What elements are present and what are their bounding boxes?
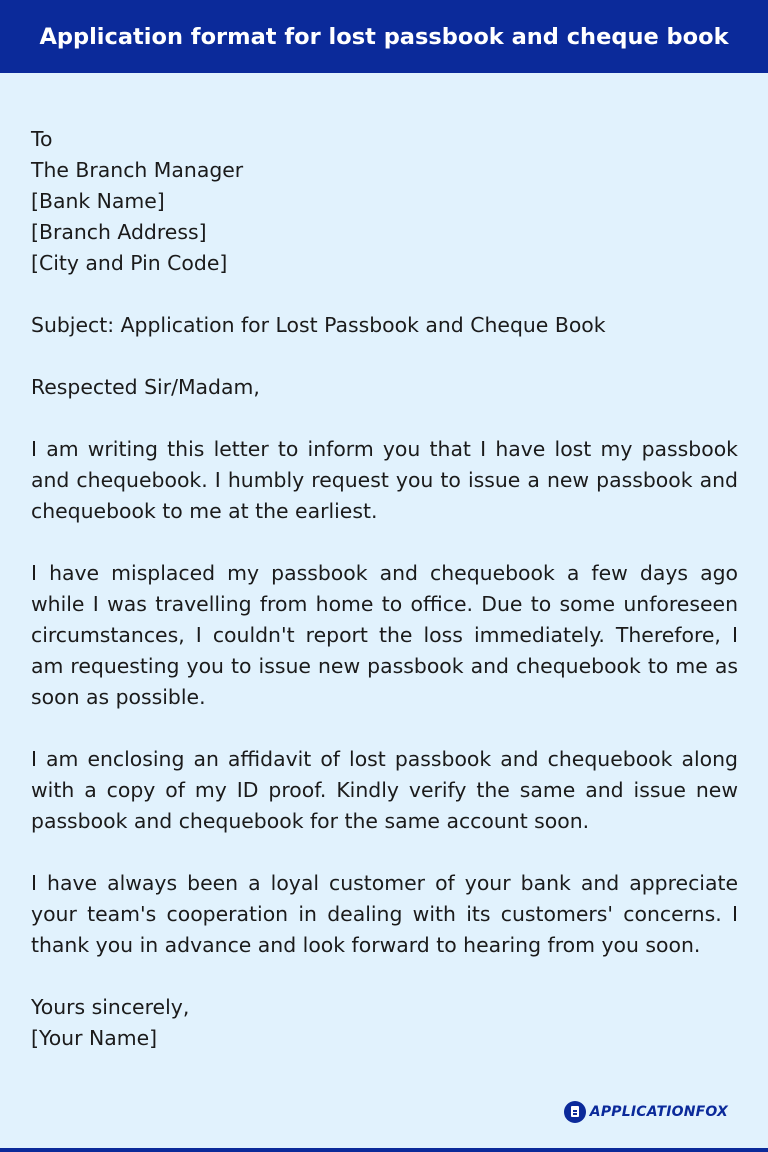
- address-line: [Branch Address]: [31, 220, 207, 244]
- spacer: [31, 713, 738, 744]
- salutation: Respected Sir/Madam,: [31, 375, 260, 399]
- brand-logo: [564, 1101, 728, 1123]
- closing: Yours sincerely,: [31, 995, 190, 1019]
- page-header: [0, 0, 768, 73]
- address-line: The Branch Manager: [31, 158, 244, 182]
- spacer: [31, 279, 738, 310]
- spacer: [31, 961, 738, 992]
- spacer: [31, 341, 738, 372]
- brand-name: APPLICATIONFOX: [589, 1104, 728, 1120]
- address-line: To: [31, 127, 53, 151]
- address-line: [City and Pin Code]: [31, 251, 228, 275]
- recipient-address: [31, 124, 738, 279]
- body-paragraph: I have always been a loyal customer of your bank and appreciate your team's cooperation in dealing with its customers' concerns. I thank you in advance and look forward to hearing from you soon.: [31, 871, 738, 957]
- letter-body: [31, 124, 738, 1054]
- spacer: [31, 403, 738, 434]
- address-line: [Bank Name]: [31, 189, 165, 213]
- page-title: Application format for lost passbook and cheque book: [39, 23, 729, 50]
- footer-border: [0, 1148, 768, 1152]
- body-paragraph: I have misplaced my passbook and chequebook a few days ago while I was travelling from home to office. Due to some unforeseen circumstances, I couldn't report the loss immediately. Therefore, I am requesting you to issue new passbook and chequebook to me as soon as possible.: [31, 561, 738, 709]
- signature: [Your Name]: [31, 1026, 158, 1050]
- spacer: [31, 527, 738, 558]
- document-icon: [564, 1101, 586, 1123]
- subject-line: Subject: Application for Lost Passbook and Cheque Book: [31, 313, 606, 337]
- spacer: [31, 837, 738, 868]
- body-paragraph: I am enclosing an affidavit of lost passbook and chequebook along with a copy of my ID proof. Kindly verify the same and issue new passbook and chequebook for the same account soon.: [31, 747, 738, 833]
- body-paragraph: I am writing this letter to inform you that I have lost my passbook and chequebook. I humbly request you to issue a new passbook and chequebook to me at the earliest.: [31, 437, 738, 523]
